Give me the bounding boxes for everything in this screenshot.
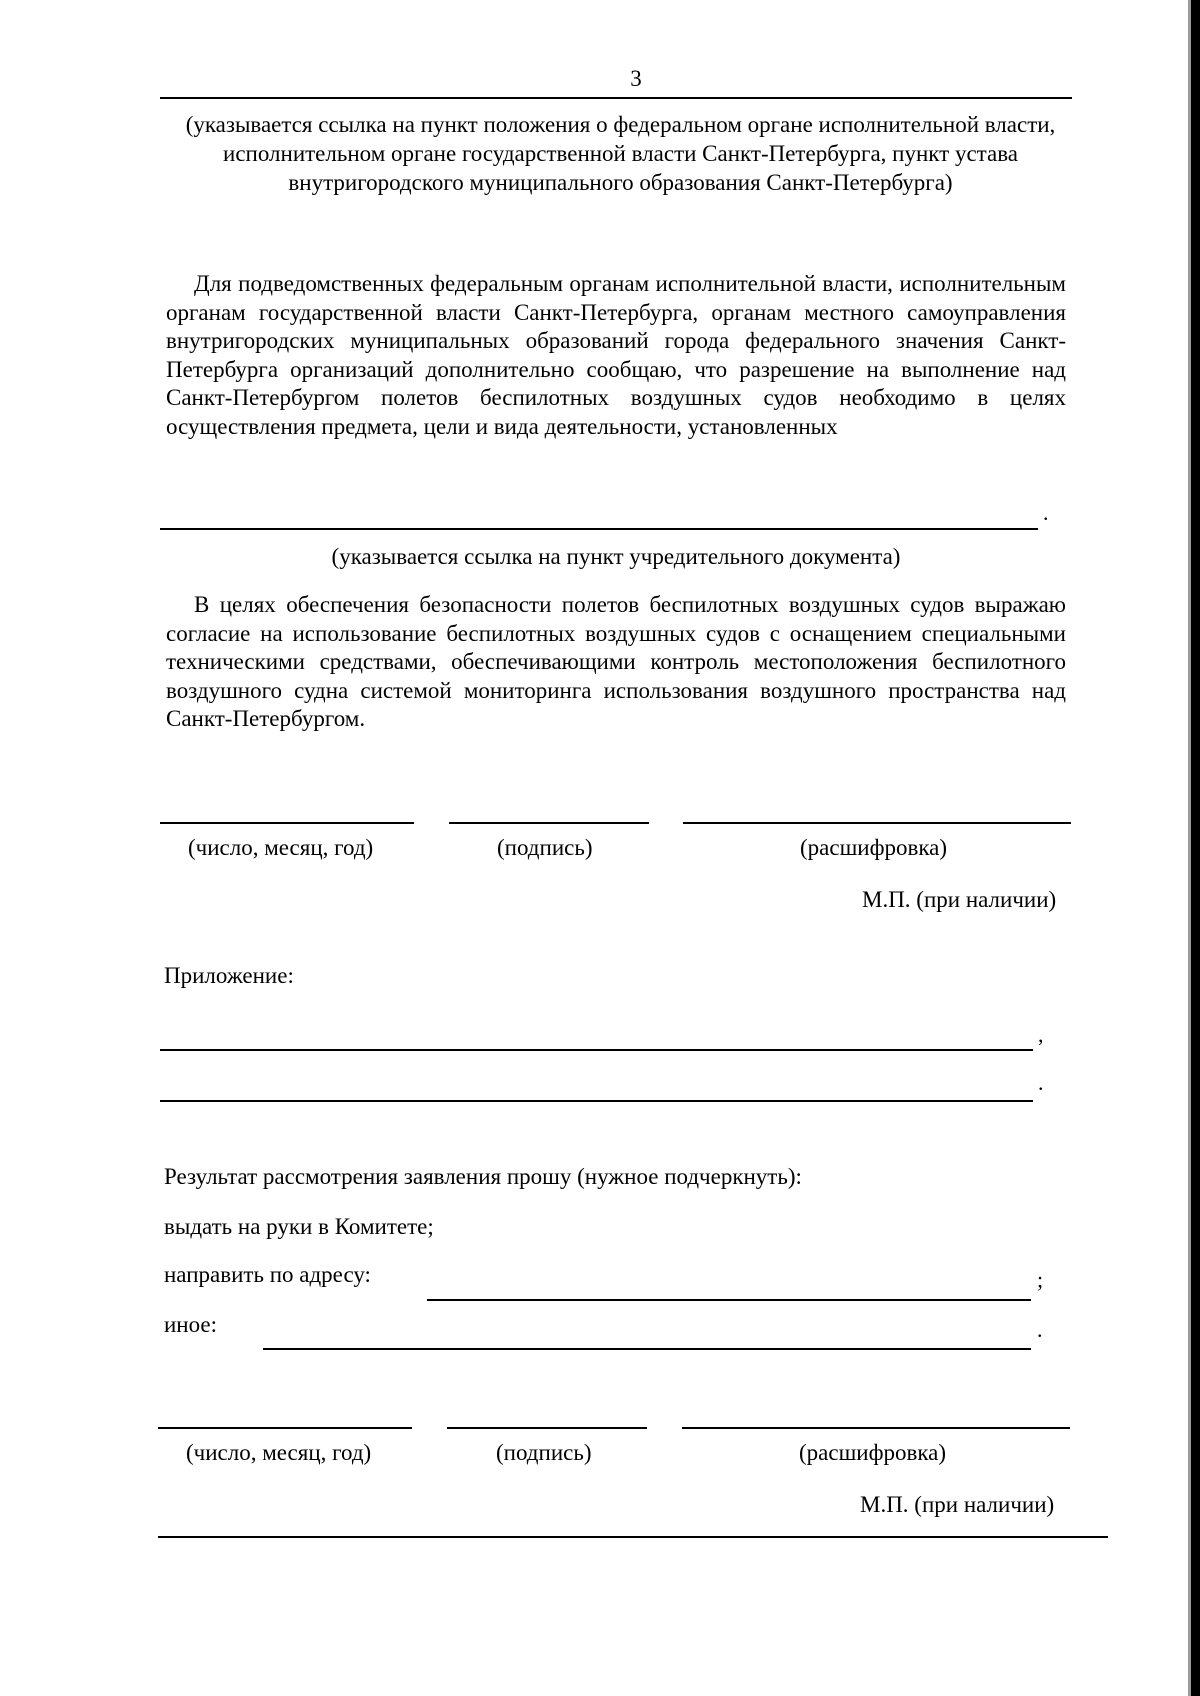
- address-fill-line[interactable]: [427, 1299, 1031, 1301]
- signature-2-date-label: (число, месяц, год): [186, 1440, 372, 1465]
- signature-decode-label: (расшифровка): [800, 835, 948, 860]
- attachment-line-1-comma: ,: [1038, 1022, 1044, 1047]
- page-number: 3: [630, 66, 642, 91]
- scan-edge: [1191, 0, 1200, 1696]
- result-option-hand-delivery[interactable]: выдать на руки в Комитете;: [164, 1214, 434, 1239]
- signature-line-sign[interactable]: [449, 822, 649, 824]
- result-option-other[interactable]: иное:: [164, 1312, 217, 1337]
- stamp-label: М.П. (при наличии): [862, 887, 1057, 912]
- stamp-2-label: М.П. (при наличии): [860, 1492, 1055, 1517]
- paragraph-safety-consent: В целях обеспечения безопасности полетов беспилотных воздушных судов выражаю согласие на использование беспилотных воздушных судов с оснащением специальными техническими средствами, обеспечивающими контроль местоположения беспилотного воздушного судна системой мониторинга использования воздушного пространства над Санкт-Петербургом.: [166, 592, 1066, 731]
- result-title: Результат рассмотрения заявления прошу (нужное подчеркнуть):: [164, 1164, 802, 1189]
- signature-line-decode[interactable]: [683, 822, 1071, 824]
- footer-rule: [158, 1536, 1108, 1538]
- other-fill-line-period: .: [1037, 1317, 1043, 1342]
- other-fill-line[interactable]: [263, 1348, 1031, 1350]
- signature-date-label: (число, месяц, год): [188, 835, 374, 860]
- address-fill-line-semicolon: ;: [1037, 1267, 1044, 1292]
- paragraph-subordinate-organizations: Для подведомственных федеральным органам исполнительной власти, исполнительным органам государственной власти Санкт-Петербурга, органам местного самоуправления внутригородских муниципальных образований города федерального значения Санкт-Петербурга организаций дополнительно сообщаю, что разрешение на выполнение над Санкт-Петербургом полетов беспилотных воздушных судов необходимо в целях осуществления предмета, цели и вида деятельности, установленных: [166, 271, 1066, 439]
- signature-2-decode-label: (расшифровка): [799, 1440, 947, 1465]
- header-rule: [160, 97, 1072, 99]
- signature-line-date[interactable]: [160, 822, 414, 824]
- signature-2-line-decode[interactable]: [682, 1427, 1070, 1429]
- signature-2-sign-label: (подпись): [496, 1440, 592, 1465]
- note-founding-document: (указывается ссылка на пункт учредительного документа): [331, 544, 901, 569]
- attachment-label: Приложение:: [164, 963, 294, 988]
- attachment-line-2[interactable]: [160, 1100, 1033, 1102]
- fill-line-founding-document[interactable]: [160, 528, 1038, 530]
- attachment-line-2-period: .: [1038, 1070, 1044, 1095]
- note-authority-reference: (указывается ссылка на пункт положения о федеральном органе исполнительной власти, исполнительном органе государственной власти Санкт-Петербурга, пункт устава внутригородского муниципального образования Санкт-Петербурга): [185, 112, 1056, 195]
- fill-line-founding-document-period: .: [1043, 500, 1049, 525]
- signature-2-line-sign[interactable]: [447, 1427, 647, 1429]
- attachment-line-1[interactable]: [160, 1049, 1033, 1051]
- signature-sign-label: (подпись): [497, 835, 593, 860]
- signature-2-line-date[interactable]: [158, 1427, 412, 1429]
- result-option-send-to-address[interactable]: направить по адресу:: [164, 1262, 371, 1287]
